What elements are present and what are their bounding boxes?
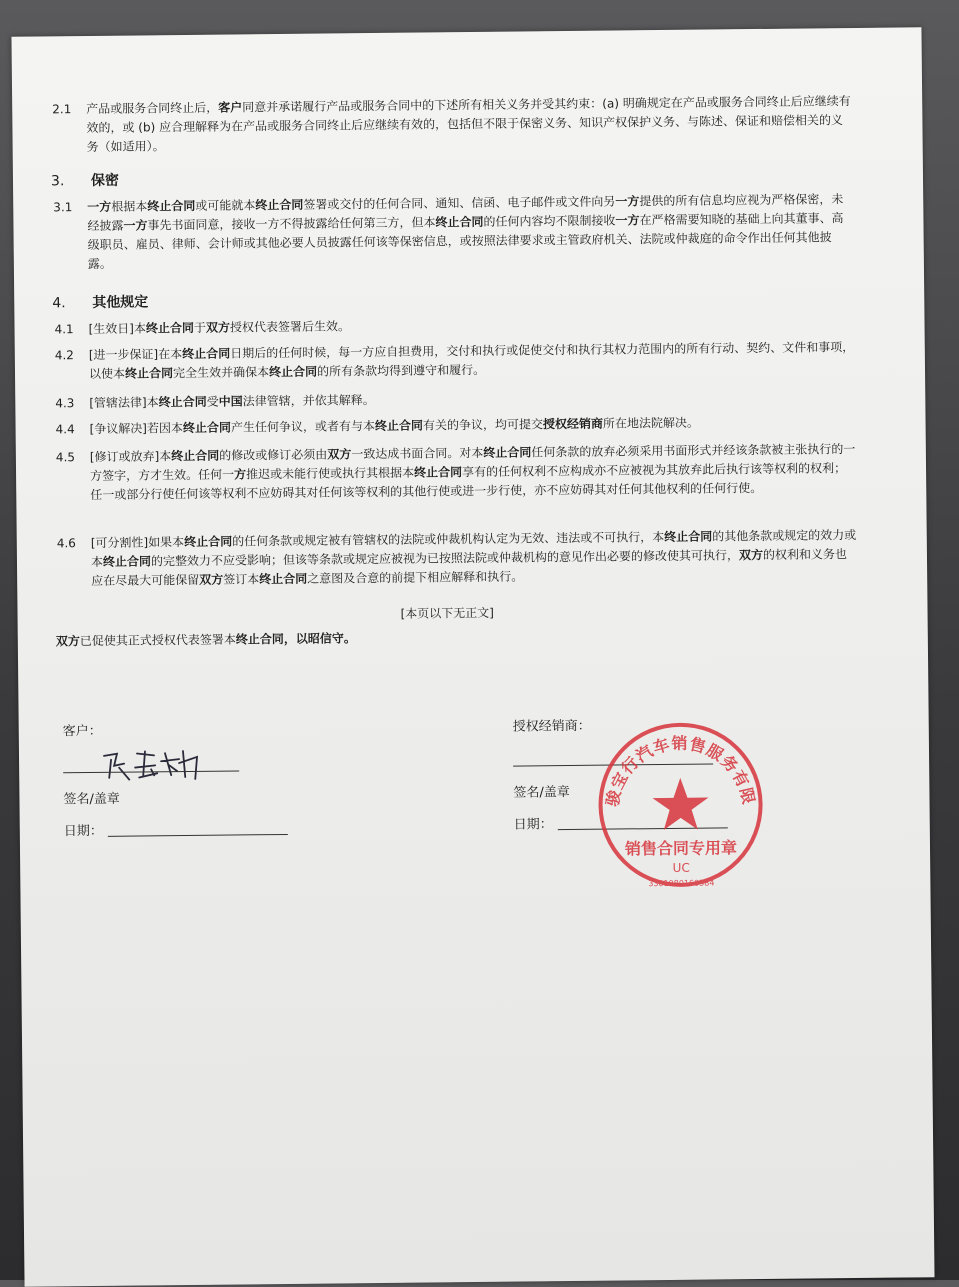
clause-4-4: [55, 412, 855, 439]
clause-text: [进一步保证]在本终止合同日期后的任何时候，每一方应自担费用，交付和执行或促使交付和执行其权力范围内的所有行动、契约、文件和事项，以使本终止合同完全生效并确保本终止合同的所有条款均得到遵守和履行。: [88, 339, 855, 382]
clause-number: 4.2: [54, 348, 74, 363]
clause-number: 4.1: [54, 322, 74, 337]
clause-4-3: [55, 386, 855, 413]
clause-text: [管辖法律]本终止合同受中国法律管辖，并依其解释。: [89, 393, 375, 411]
clause-text: 产品或服务合同终止后，客户同意并承诺履行产品或服务合同中的下述所有相关义务并受其约束：(a) 明确规定在产品或服务合同终止后应继续有效的，或 (b) 应合理解释为在产品或服务合同终止后应继续有效的，包括但不限于保密义务、知识产权保护义务、与陈述、保证和赔偿相关的义务（如适用）。: [86, 94, 851, 155]
dealer-label: 授权经销商：: [512, 718, 591, 735]
clause-2-1: [52, 92, 853, 157]
clause-text: [争议解决]若因本终止合同产生任何争议，或者有与本终止合同有关的争议，均可提交授权经销商所在地法院解决。: [89, 415, 700, 437]
clause-number: 4.6: [56, 536, 76, 551]
clause-text: 一方根据本终止合同或可能就本终止合同签署或交付的任何合同、通知、信函、电子邮件或文件向另一方提供的所有信息均应视为严格保密，未经披露一方事先书面同意，接收一方不得披露给任何第三方，但本终止合同的任何内容均不限制接收一方在严格需要知晓的基础上向其董事、高级职员、雇员、律师、会计师或其他必要人员披露任何该等保密信息，或按照法律要求或主管政府机关、法院或仲裁庭的命令作出任何其他披露。: [87, 192, 844, 272]
customer-date-label: 日期：: [63, 823, 103, 840]
customer-date-line: [108, 834, 288, 837]
clause-4-1: [54, 312, 854, 339]
clause-number: 2.1: [52, 102, 72, 117]
contract-page: [11, 27, 934, 1286]
section-4-heading: 4. 其他规定: [52, 294, 149, 312]
svg-text:杭州骏宝行汽车销售服务有限公司: 杭州骏宝行汽车销售服务有限公司: [602, 733, 759, 809]
clause-3-1: [53, 190, 854, 274]
section-3-heading: 3. 保密: [50, 172, 120, 190]
dealer-date-label: 日期：: [513, 817, 553, 833]
customer-signature: [99, 745, 209, 790]
clause-number: 4.4: [55, 422, 75, 437]
svg-text:3301080160584: 3301080160584: [648, 878, 715, 889]
clause-4-2: [55, 338, 855, 384]
closing-statement: 双方已促使其正式授权代表签署本终止合同，以昭信守。: [55, 631, 356, 649]
handwritten-signature-icon: [99, 745, 209, 786]
customer-sign-stamp-label: 签名/盖章: [63, 791, 120, 808]
clause-text: [生效日]本终止合同于双方授权代表签署后生效。: [88, 319, 351, 337]
clause-text: [可分割性]如果本终止合同的任何条款或规定被有管辖权的法院或仲裁机构认定为无效、违法或不可执行，本终止合同的其他条款或规定的效力或本终止合同的完整效力不应受影响；但该等条款或规定应被视为已按照法院或仲裁机构的意见作出必要的修改使其可执行，双方的权利和义务也应在尽最大可能保留双方签订本终止合同之意图及合意的前提下相应解释和执行。: [90, 527, 857, 588]
customer-label: 客户：: [62, 723, 102, 740]
clause-number: 4.3: [55, 396, 75, 411]
svg-text:UC: UC: [672, 860, 690, 875]
clause-4-5: [56, 440, 857, 505]
clause-4-6: [57, 526, 858, 591]
clause-number: 4.5: [55, 450, 76, 465]
company-seal: [595, 719, 767, 891]
dealer-sign-stamp-label: 签名/盖章: [513, 784, 570, 801]
clause-number: 3.1: [53, 200, 73, 215]
clause-text: [修订或放弃]本终止合同的修改或修订必须由双方一致达成书面合同。对本终止合同任何条款的放弃必须采用书面形式并经该条款被主张执行的一方签字，方才生效。任何一方推迟或未能行使或执行其根据本终止合同享有的任何权利不应构成亦不应被视为其放弃此后执行该等权利的权利；任一或部分行使任何该等权利不应妨碍其对任何该等权利的其他行使或进一步行使，亦不应妨碍其对任何其他权利的任何行使。: [89, 441, 856, 502]
seal-icon: [595, 719, 767, 891]
svg-text:销售合同专用章: 销售合同专用章: [624, 838, 738, 859]
no-further-text-note: [本页以下无正文]: [400, 605, 494, 621]
